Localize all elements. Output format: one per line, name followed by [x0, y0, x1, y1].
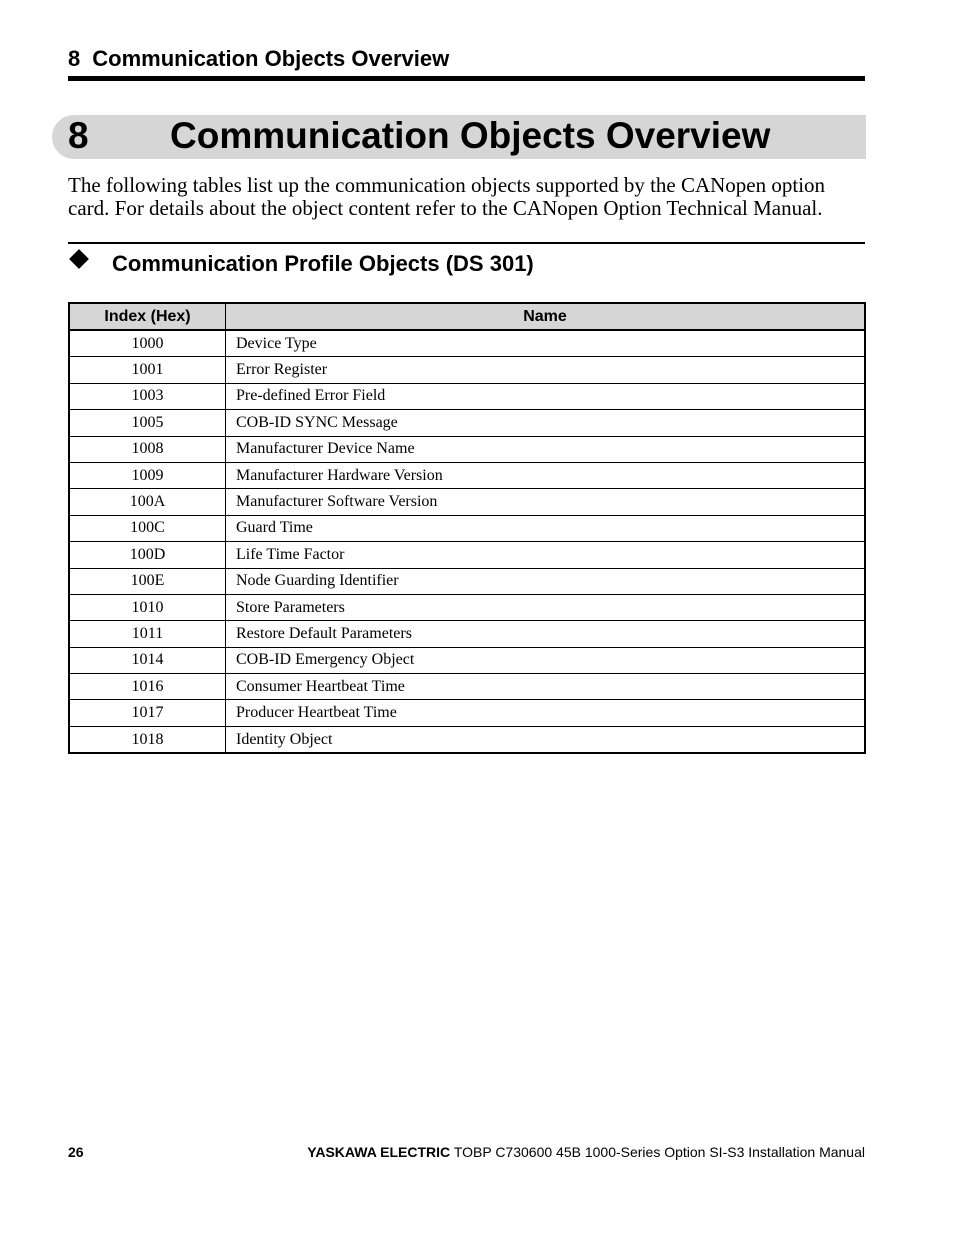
index-cell: 1001 [69, 357, 226, 383]
table-row [69, 436, 865, 462]
table-header-row [69, 303, 865, 330]
name-cell: Device Type [226, 330, 866, 357]
index-cell: 1003 [69, 383, 226, 409]
footer-doc-title: TOBP C730600 45B 1000-Series Option SI-S3 Installation Manual [453, 1144, 865, 1160]
table-row [69, 674, 865, 700]
name-cell: Error Register [226, 357, 866, 383]
running-header-number: 8 [68, 46, 81, 71]
index-cell: 100C [69, 515, 226, 541]
index-column-header: Index (Hex) [69, 303, 226, 330]
index-cell: 1008 [69, 436, 226, 462]
index-cell: 1011 [69, 621, 226, 647]
index-cell: 1010 [69, 594, 226, 620]
name-cell: Restore Default Parameters [226, 621, 866, 647]
name-cell: Life Time Factor [226, 542, 866, 568]
table-row [69, 647, 865, 673]
name-cell: Guard Time [226, 515, 866, 541]
table-row [69, 383, 865, 409]
section-title: Communication Profile Objects (DS 301) [112, 251, 534, 276]
index-cell: 100E [69, 568, 226, 594]
diamond-bullet-icon [69, 249, 89, 269]
chapter-number: 8 [68, 115, 89, 156]
index-cell: 1014 [69, 647, 226, 673]
index-cell: 1017 [69, 700, 226, 726]
table-row [69, 410, 865, 436]
page-number: 26 [68, 1144, 84, 1160]
table-row [69, 726, 865, 753]
table-row [69, 462, 865, 488]
section-rule [68, 242, 865, 244]
index-cell: 100A [69, 489, 226, 515]
name-column-header: Name [226, 303, 866, 330]
name-cell: Manufacturer Hardware Version [226, 462, 866, 488]
table-row [69, 542, 865, 568]
index-cell: 1005 [69, 410, 226, 436]
table-row [69, 489, 865, 515]
name-cell: COB-ID Emergency Object [226, 647, 866, 673]
name-cell: COB-ID SYNC Message [226, 410, 866, 436]
name-cell: Pre-defined Error Field [226, 383, 866, 409]
footer-document-title [307, 1143, 865, 1161]
name-cell: Node Guarding Identifier [226, 568, 866, 594]
intro-paragraph: The following tables list up the communication objects supported by the CANopen option card. For details about the object content refer to the CANopen Option Technical Manual. [68, 173, 826, 220]
index-cell: 1009 [69, 462, 226, 488]
table-row [69, 357, 865, 383]
name-cell: Manufacturer Software Version [226, 489, 866, 515]
table-row [69, 621, 865, 647]
objects-table [68, 302, 866, 754]
running-header-title: Communication Objects Overview [92, 46, 450, 71]
header-rule [68, 76, 865, 81]
index-cell: 1018 [69, 726, 226, 753]
index-cell: 1016 [69, 674, 226, 700]
table-row [69, 700, 865, 726]
name-cell: Store Parameters [226, 594, 866, 620]
table-row [69, 330, 865, 357]
name-cell: Consumer Heartbeat Time [226, 674, 866, 700]
chapter-title: Communication Objects Overview [170, 115, 771, 156]
index-cell: 1000 [69, 330, 226, 357]
name-cell: Producer Heartbeat Time [226, 700, 866, 726]
footer-brand: YASKAWA ELECTRIC [307, 1144, 451, 1160]
name-cell: Identity Object [226, 726, 866, 753]
running-header [68, 46, 449, 72]
table-row [69, 594, 865, 620]
index-cell: 100D [69, 542, 226, 568]
name-cell: Manufacturer Device Name [226, 436, 866, 462]
table-row [69, 568, 865, 594]
table-row [69, 515, 865, 541]
